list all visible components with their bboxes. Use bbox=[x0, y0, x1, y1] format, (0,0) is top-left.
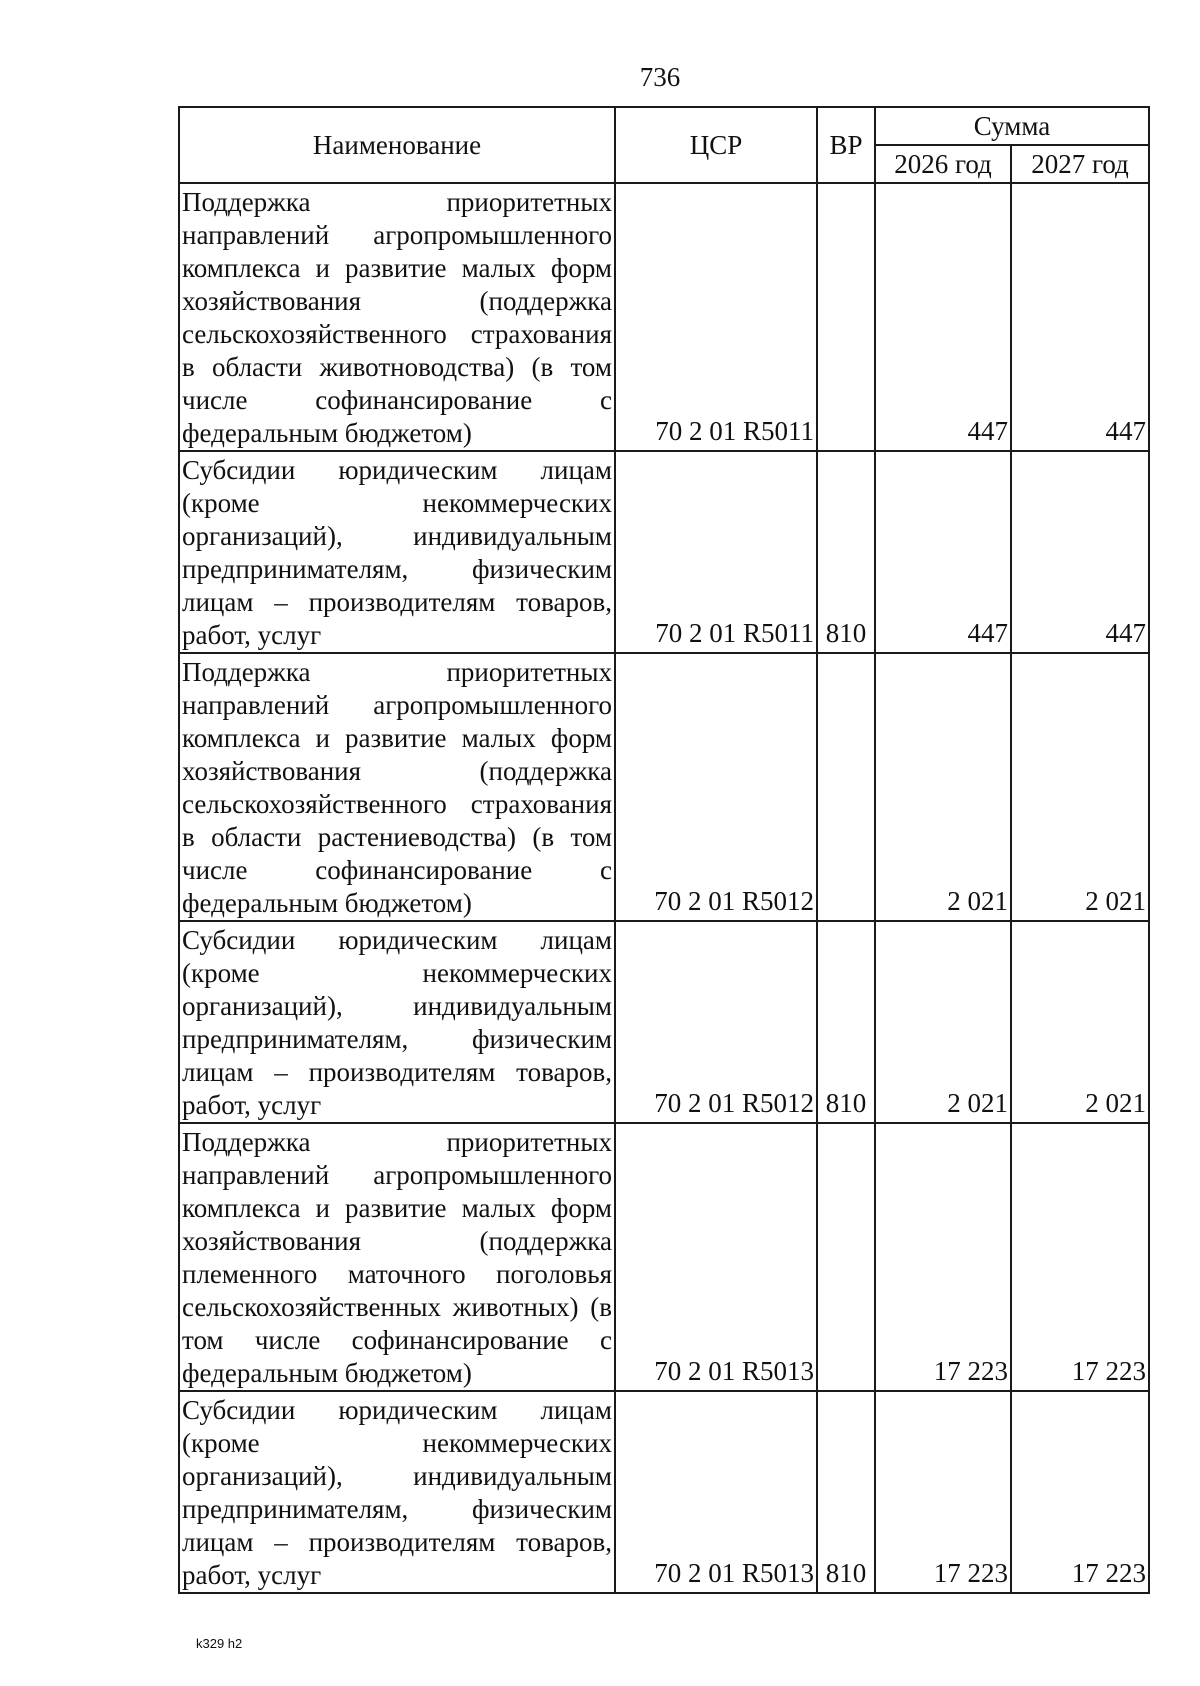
row-sum-2027: 447 bbox=[1011, 451, 1149, 653]
budget-table-container bbox=[178, 106, 1148, 1594]
footer-code: k329 h2 bbox=[196, 1636, 243, 1651]
header-year-2027: 2027 год bbox=[1011, 145, 1149, 183]
row-sum-2027: 2 021 bbox=[1011, 653, 1149, 921]
row-csr: 70 2 01 R5013 bbox=[615, 1391, 817, 1593]
table-row bbox=[179, 1391, 1149, 1593]
header-vr: ВР bbox=[817, 107, 875, 183]
row-vr bbox=[817, 1123, 875, 1391]
row-sum-2026: 17 223 bbox=[875, 1123, 1011, 1391]
header-csr: ЦСР bbox=[615, 107, 817, 183]
row-vr: 810 bbox=[817, 451, 875, 653]
header-name: Наименование bbox=[179, 107, 615, 183]
row-name: Субсидии юридическим лицам (кроме некоммерческих организаций), индивидуальным предпринимателям, физическим лицам – производителям товаров, работ, услуг bbox=[179, 921, 615, 1123]
page-number: 736 bbox=[639, 62, 681, 92]
row-csr: 70 2 01 R5012 bbox=[615, 921, 817, 1123]
row-vr: 810 bbox=[817, 921, 875, 1123]
table-row bbox=[179, 1123, 1149, 1391]
row-name: Субсидии юридическим лицам (кроме некоммерческих организаций), индивидуальным предпринимателям, физическим лицам – производителям товаров, работ, услуг bbox=[179, 451, 615, 653]
row-sum-2027: 447 bbox=[1011, 183, 1149, 451]
row-name: Поддержка приоритетных направлений агропромышленного комплекса и развитие малых форм хозяйствования (поддержка племенного маточного поголовья сельскохозяйственных животных) (в том числе софинансирование с федеральным бюджетом) bbox=[179, 1123, 615, 1391]
row-name: Поддержка приоритетных направлений агропромышленного комплекса и развитие малых форм хозяйствования (поддержка сельскохозяйственного страхования в области животноводства) (в том числе софинансирование с федеральным бюджетом) bbox=[179, 183, 615, 451]
row-sum-2026: 2 021 bbox=[875, 653, 1011, 921]
header-sum: Сумма bbox=[875, 107, 1149, 145]
row-name: Поддержка приоритетных направлений агропромышленного комплекса и развитие малых форм хозяйствования (поддержка сельскохозяйственного страхования в области растениеводства) (в том числе софинансирование с федеральным бюджетом) bbox=[179, 653, 615, 921]
row-csr: 70 2 01 R5013 bbox=[615, 1123, 817, 1391]
table-row bbox=[179, 183, 1149, 451]
row-csr: 70 2 01 R5012 bbox=[615, 653, 817, 921]
row-sum-2026: 447 bbox=[875, 183, 1011, 451]
row-csr: 70 2 01 R5011 bbox=[615, 451, 817, 653]
row-vr bbox=[817, 653, 875, 921]
table-row bbox=[179, 451, 1149, 653]
row-sum-2026: 447 bbox=[875, 451, 1011, 653]
row-vr: 810 bbox=[817, 1391, 875, 1593]
row-sum-2027: 17 223 bbox=[1011, 1391, 1149, 1593]
table-row bbox=[179, 921, 1149, 1123]
table-body bbox=[179, 183, 1149, 1593]
row-name: Субсидии юридическим лицам (кроме некоммерческих организаций), индивидуальным предпринимателям, физическим лицам – производителям товаров, работ, услуг bbox=[179, 1391, 615, 1593]
table-row bbox=[179, 653, 1149, 921]
row-vr bbox=[817, 183, 875, 451]
header-year-2026: 2026 год bbox=[875, 145, 1011, 183]
row-sum-2026: 2 021 bbox=[875, 921, 1011, 1123]
row-sum-2026: 17 223 bbox=[875, 1391, 1011, 1593]
budget-table bbox=[178, 106, 1150, 1594]
row-csr: 70 2 01 R5011 bbox=[615, 183, 817, 451]
row-sum-2027: 17 223 bbox=[1011, 1123, 1149, 1391]
row-sum-2027: 2 021 bbox=[1011, 921, 1149, 1123]
